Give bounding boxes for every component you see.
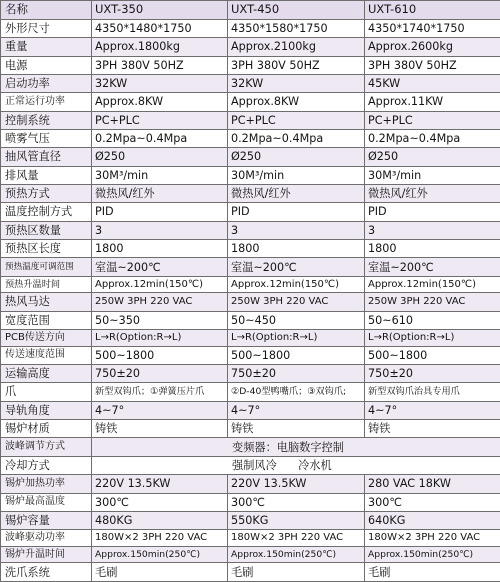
value-cell: Approx.2600kg (365, 38, 500, 56)
value-cell: 750±20 (228, 365, 365, 383)
row-label: 洗爪系统 (1, 563, 92, 582)
table-row (1, 74, 500, 92)
value-cell: 300℃ (365, 493, 500, 511)
value-cell: 32KW (228, 74, 365, 92)
value-cell: 4350*1480*1750 (92, 19, 228, 37)
table-row (1, 493, 500, 511)
value-cell: 45KW (365, 74, 500, 92)
value-cell: 32KW (92, 74, 228, 92)
table-row (1, 111, 500, 129)
value-cell: 300℃ (92, 493, 228, 511)
table-row (1, 19, 500, 37)
table-row (1, 311, 500, 329)
value-cell: 铸铁 (228, 420, 365, 438)
merged-value-cell: 变频器：电脑数字控制 (92, 438, 500, 456)
merged-value-cell: 强制风冷 冷水机 (92, 456, 500, 474)
value-cell: 4~7° (92, 401, 228, 419)
value-cell: 3PH 380V 50HZ (92, 56, 228, 74)
value-cell: 0.2Mpa~0.4Mpa (228, 129, 365, 147)
table-row (1, 546, 500, 563)
value-cell: 300℃ (228, 493, 365, 511)
value-cell: Ø250 (365, 148, 500, 166)
value-cell: 750±20 (92, 365, 228, 383)
header-name-cell: 名称 (1, 1, 92, 20)
value-cell: Approx.1800kg (92, 38, 228, 56)
table-row (1, 438, 500, 456)
row-label: 预热区长度 (1, 240, 92, 258)
row-label: 控制系统 (1, 111, 92, 129)
value-cell: 室温~200℃ (228, 258, 365, 276)
value-cell: Approx.12min(150℃) (365, 276, 500, 293)
row-label: 启动功率 (1, 74, 92, 92)
value-cell: PC+PLC (228, 111, 365, 129)
value-cell: 1800 (365, 240, 500, 258)
value-cell: Approx.8KW (228, 93, 365, 111)
table-row (1, 365, 500, 383)
value-cell: 1800 (228, 240, 365, 258)
value-cell: Approx.12min(150℃) (228, 276, 365, 293)
table-row (1, 221, 500, 239)
table-row (1, 276, 500, 293)
value-cell: 250W 3PH 220 VAC (365, 293, 500, 311)
row-label: 外形尺寸 (1, 19, 92, 37)
value-cell: L→R(Option:R→L) (365, 330, 500, 347)
header-model-cell: UXT-610 (365, 1, 500, 20)
value-cell: Approx.150min(250℃) (228, 546, 365, 563)
value-cell: 微热风/红外 (228, 185, 365, 203)
row-label: 锡炉最高温度 (1, 493, 92, 511)
row-label: 重量 (1, 38, 92, 56)
row-label: 预热升温时间 (1, 276, 92, 293)
row-label: 传送速度范围 (1, 346, 92, 364)
table-row (1, 420, 500, 438)
row-label: 喷雾气压 (1, 129, 92, 147)
row-label: 温度控制方式 (1, 203, 92, 221)
table-row (1, 240, 500, 258)
value-cell: PC+PLC (365, 111, 500, 129)
value-cell: 250W 3PH 220 VAC (92, 293, 228, 311)
table-row (1, 38, 500, 56)
value-cell: 220V 13.5KW (228, 475, 365, 493)
value-cell: 3PH 380V 50HZ (228, 56, 365, 74)
table-row (1, 475, 500, 493)
value-cell: 550KG (228, 511, 365, 529)
value-cell: 3 (228, 221, 365, 239)
value-cell: 室温~200℃ (365, 258, 500, 276)
row-label: 电源 (1, 56, 92, 74)
value-cell: 新型双钩爪治具专用爪 (365, 383, 500, 401)
value-cell: 3 (92, 221, 228, 239)
value-cell: 毛刷 (228, 563, 365, 582)
row-label: 波峰驱动功率 (1, 530, 92, 547)
table-row (1, 258, 500, 276)
value-cell: 毛刷 (92, 563, 228, 582)
value-cell: 0.2Mpa~0.4Mpa (365, 129, 500, 147)
row-label: 锡炉材质 (1, 420, 92, 438)
value-cell: PID (92, 203, 228, 221)
value-cell: PID (365, 203, 500, 221)
row-label: 波峰调节方式 (1, 438, 92, 456)
table-row (1, 203, 500, 221)
value-cell: 180W×2 3PH 220 VAC (365, 530, 500, 547)
value-cell: 铸铁 (92, 420, 228, 438)
value-cell: 50~610 (365, 311, 500, 329)
value-cell: 4350*1740*1750 (365, 19, 500, 37)
value-cell: 铸铁 (365, 420, 500, 438)
table-row (1, 456, 500, 474)
row-label: 抽风管直径 (1, 148, 92, 166)
table-row (1, 346, 500, 364)
table-row (1, 93, 500, 111)
header-row (1, 1, 500, 20)
table-row (1, 511, 500, 529)
value-cell: 微热风/红外 (365, 185, 500, 203)
table-row (1, 330, 500, 347)
value-cell: 室温~200℃ (92, 258, 228, 276)
value-cell: 500~1800 (365, 346, 500, 364)
value-cell: 新型双钩爪；①弹簧压片爪 (92, 383, 228, 401)
value-cell: 3 (365, 221, 500, 239)
value-cell: Approx.2100kg (228, 38, 365, 56)
value-cell: 500~1800 (228, 346, 365, 364)
table-row (1, 383, 500, 401)
value-cell: 4~7° (365, 401, 500, 419)
table-row (1, 185, 500, 203)
row-label: 热风马达 (1, 293, 92, 311)
value-cell: Ø250 (92, 148, 228, 166)
value-cell: PID (228, 203, 365, 221)
value-cell: 4350*1580*1750 (228, 19, 365, 37)
value-cell: Approx.12min(150℃) (92, 276, 228, 293)
table-row (1, 129, 500, 147)
value-cell: 180W×2 3PH 220 VAC (92, 530, 228, 547)
table-row (1, 148, 500, 166)
table-row (1, 56, 500, 74)
row-label: 排风量 (1, 166, 92, 184)
value-cell: 微热风/红外 (92, 185, 228, 203)
row-label: 运输高度 (1, 365, 92, 383)
table-row (1, 563, 500, 582)
value-cell: 500~1800 (92, 346, 228, 364)
row-label: 锡炉加热功率 (1, 475, 92, 493)
value-cell: Approx.8KW (92, 93, 228, 111)
row-label: 宽度范围 (1, 311, 92, 329)
value-cell: 4~7° (228, 401, 365, 419)
row-label: 冷却方式 (1, 456, 92, 474)
table-row (1, 166, 500, 184)
value-cell: 3PH 380V 50HZ (365, 56, 500, 74)
value-cell: Approx.11KW (365, 93, 500, 111)
value-cell: Ø250 (228, 148, 365, 166)
value-cell: 280 VAC 18KW (365, 475, 500, 493)
value-cell: 0.2Mpa~0.4Mpa (92, 129, 228, 147)
row-label: 预热方式 (1, 185, 92, 203)
value-cell: 30M³/min (92, 166, 228, 184)
row-label: PCB传送方向 (1, 330, 92, 347)
value-cell: 220V 13.5KW (92, 475, 228, 493)
table-row (1, 530, 500, 547)
value-cell: L→R(Option:R→L) (92, 330, 228, 347)
row-label: 锡炉容量 (1, 511, 92, 529)
value-cell: 250W 3PH 220 VAC (228, 293, 365, 311)
row-label: 正常运行功率 (1, 93, 92, 111)
value-cell: 50~450 (228, 311, 365, 329)
table-row (1, 293, 500, 311)
value-cell: Approx.150min(250℃) (92, 546, 228, 563)
value-cell: 480KG (92, 511, 228, 529)
row-label: 导轨角度 (1, 401, 92, 419)
value-cell: Approx.150min(250℃) (365, 546, 500, 563)
value-cell: 750±20 (365, 365, 500, 383)
header-model-cell: UXT-350 (92, 1, 228, 20)
value-cell: 1800 (92, 240, 228, 258)
row-label: 预热温度可调范围 (1, 258, 92, 276)
value-cell: 毛刷 (365, 563, 500, 582)
value-cell: 30M³/min (365, 166, 500, 184)
row-label: 爪 (1, 383, 92, 401)
header-model-cell: UXT-450 (228, 1, 365, 20)
value-cell: 50~350 (92, 311, 228, 329)
value-cell: 180W×2 3PH 220 VAC (228, 530, 365, 547)
row-label: 锡炉升温时间 (1, 546, 92, 563)
value-cell: 640KG (365, 511, 500, 529)
value-cell: L→R(Option:R→L) (228, 330, 365, 347)
row-label: 预热区数量 (1, 221, 92, 239)
table-row (1, 401, 500, 419)
value-cell: 30M³/min (228, 166, 365, 184)
value-cell: ②D-40型鸭嘴爪；③双钩爪; (228, 383, 365, 401)
value-cell: PC+PLC (92, 111, 228, 129)
